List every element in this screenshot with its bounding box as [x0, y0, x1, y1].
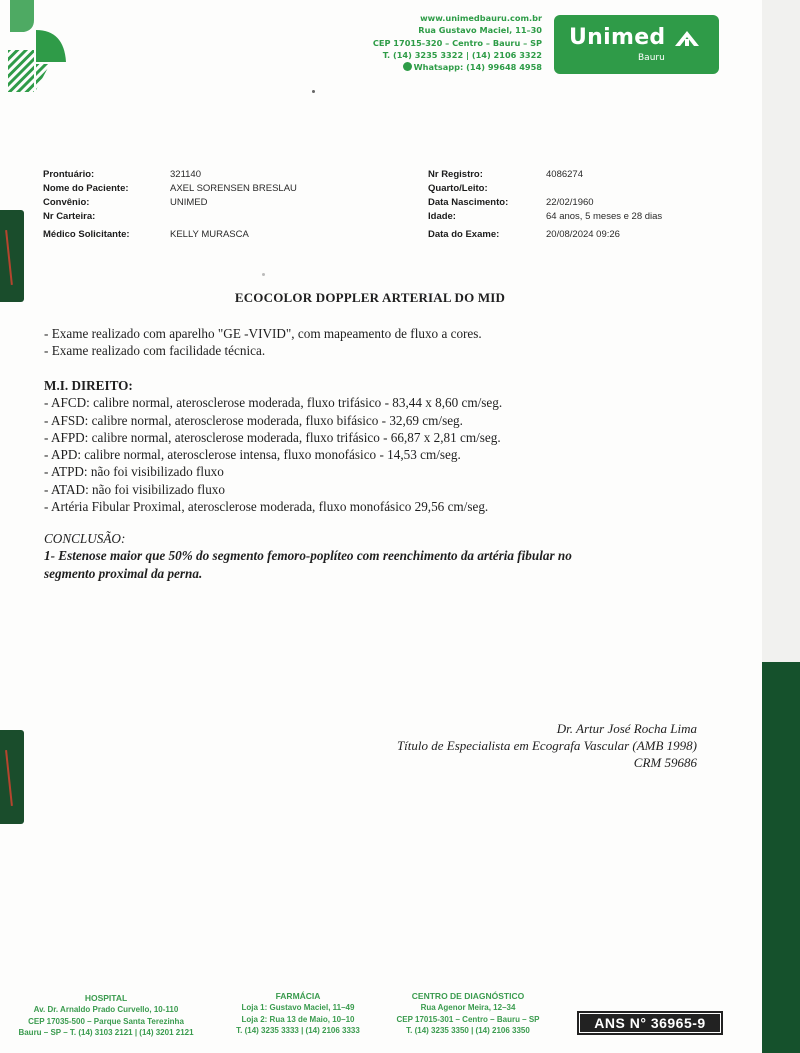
speck — [262, 273, 265, 276]
carteira-value — [170, 210, 400, 224]
section-heading: M.I. DIREITO: — [44, 378, 133, 393]
nome-value: AXEL SORENSEN BRESLAU — [170, 183, 297, 194]
brand-logo — [554, 15, 719, 74]
findings-block — [44, 377, 502, 515]
tree-glyph-icon — [672, 28, 702, 48]
farmacia-line: Loja 1: Gustavo Maciel, 11–49 — [241, 1003, 355, 1013]
conclusion-block — [44, 530, 572, 582]
patient-values-right — [546, 168, 746, 242]
report-title: ECOCOLOR DOPPLER ARTERIAL DO MID — [234, 290, 506, 305]
website-text: www.unimedbauru.com.br — [420, 13, 542, 23]
idade-label: Idade: — [428, 211, 456, 222]
patient-labels-left — [43, 168, 163, 242]
diagnostico-line: T. (14) 3235 3350 | (14) 2106 3350 — [406, 1025, 530, 1035]
convenio-label: Convênio: — [43, 197, 90, 208]
patient-values-left — [170, 168, 400, 242]
brand-city: Bauru — [638, 53, 665, 63]
folder-edge — [762, 662, 800, 1053]
whatsapp-text: Whatsapp: (14) 99648 4958 — [413, 62, 542, 73]
carteira-label: Nr Carteira: — [43, 211, 96, 222]
diagnostico-title: CENTRO DE DIAGNÓSTICO — [411, 991, 525, 1001]
cep-text: CEP 17015-320 – Centro – Bauru – SP — [372, 37, 542, 48]
signature-block — [397, 720, 697, 771]
intro-block — [44, 325, 482, 360]
doctor-name: Dr. Artur José Rocha Lima — [556, 721, 697, 736]
nome-label: Nome do Paciente: — [43, 183, 129, 194]
binder-tab — [0, 730, 24, 824]
finding-line: - Artéria Fibular Proximal, aterosclerose moderada, fluxo monofásico 29,56 cm/seg. — [44, 499, 489, 515]
quarto-value — [546, 182, 746, 196]
nascimento-label: Data Nascimento: — [428, 197, 509, 208]
prontuario-label: Prontuário: — [43, 169, 95, 180]
hospital-title: HOSPITAL — [84, 993, 128, 1003]
finding-line: - AFPD: calibre normal, aterosclerose moderada, fluxo trifásico - 66,87 x 2,81 cm/seg. — [44, 429, 501, 445]
hospital-line: Av. Dr. Arnaldo Prado Curvello, 10-110 — [33, 1005, 179, 1015]
conclusion-line: 1- Estenose maior que 50% do segmento femoro-poplíteo com reenchimento da artéria fibular no — [44, 548, 572, 564]
ans-text: ANS N° 36965-9 — [580, 1014, 720, 1032]
data-exame-label: Data do Exame: — [428, 229, 500, 240]
patient-labels-right — [428, 168, 538, 242]
quarto-label: Quarto/Leito: — [428, 183, 488, 194]
hospital-line: Bauru – SP – T. (14) 3103 2121 | (14) 3201 2121 — [18, 1027, 194, 1037]
finding-line: - AFCD: calibre normal, aterosclerose moderada, fluxo trifásico - 83,44 x 8,60 cm/seg. — [44, 395, 503, 411]
speck — [312, 90, 315, 93]
nascimento-value: 22/02/1960 — [546, 197, 594, 208]
binder-tab — [0, 210, 24, 302]
data-exame-value: 20/08/2024 09:26 — [546, 229, 620, 240]
intro-line: - Exame realizado com aparelho "GE -VIVID", com mapeamento de fluxo a cores. — [44, 326, 482, 341]
finding-line: - ATAD: não foi visibilizado fluxo — [44, 481, 225, 497]
farmacia-line: T. (14) 3235 3333 | (14) 2106 3333 — [236, 1025, 360, 1035]
ans-badge — [577, 1011, 723, 1035]
intro-line: - Exame realizado com facilidade técnica. — [44, 343, 266, 359]
farmacia-title: FARMÁCIA — [275, 991, 321, 1001]
registro-label: Nr Registro: — [428, 169, 483, 180]
doctor-specialty: Título de Especialista em Ecografa Vascular (AMB 1998) — [396, 738, 697, 753]
phone-text: T. (14) 3235 3322 | (14) 2106 3322 — [382, 49, 542, 60]
prontuario-value: 321140 — [170, 169, 201, 180]
whatsapp-line — [370, 61, 542, 73]
address-text: Rua Gustavo Maciel, 11–30 — [418, 25, 542, 36]
diagnostico-line: CEP 17015-301 – Centro – Bauru – SP — [396, 1014, 540, 1024]
finding-line: - ATPD: não foi visibilizado fluxo — [44, 464, 224, 480]
farmacia-line: Loja 2: Rua 13 de Maio, 10–10 — [241, 1014, 355, 1024]
footer-hospital — [8, 993, 204, 1038]
hospital-line: CEP 17035-500 – Parque Santa Terezinha — [28, 1016, 184, 1026]
conclusion-line: segmento proximal da perna. — [44, 565, 203, 581]
finding-line: - APD: calibre normal, aterosclerose intensa, fluxo monofásico - 14,53 cm/seg. — [44, 447, 461, 463]
medico-label: Médico Solicitante: — [43, 229, 130, 240]
whatsapp-icon — [403, 62, 412, 71]
contact-block — [370, 12, 542, 73]
footer-farmacia — [224, 991, 372, 1036]
diagnostico-line: Rua Agenor Meira, 12–34 — [420, 1003, 516, 1013]
unimed-tree-icon — [6, 0, 70, 96]
footer-diagnostico — [384, 991, 552, 1036]
brand-name: Unimed — [569, 25, 666, 50]
convenio-value: UNIMED — [170, 197, 208, 208]
idade-value: 64 anos, 5 meses e 28 dias — [546, 211, 663, 222]
finding-line: - AFSD: calibre normal, aterosclerose moderada, fluxo bifásico - 32,69 cm/seg. — [44, 412, 463, 428]
doctor-crm: CRM 59686 — [633, 755, 697, 770]
medico-value: KELLY MURASCA — [170, 229, 249, 240]
registro-value: 4086274 — [546, 169, 583, 180]
conclusion-heading: CONCLUSÃO: — [44, 531, 126, 546]
